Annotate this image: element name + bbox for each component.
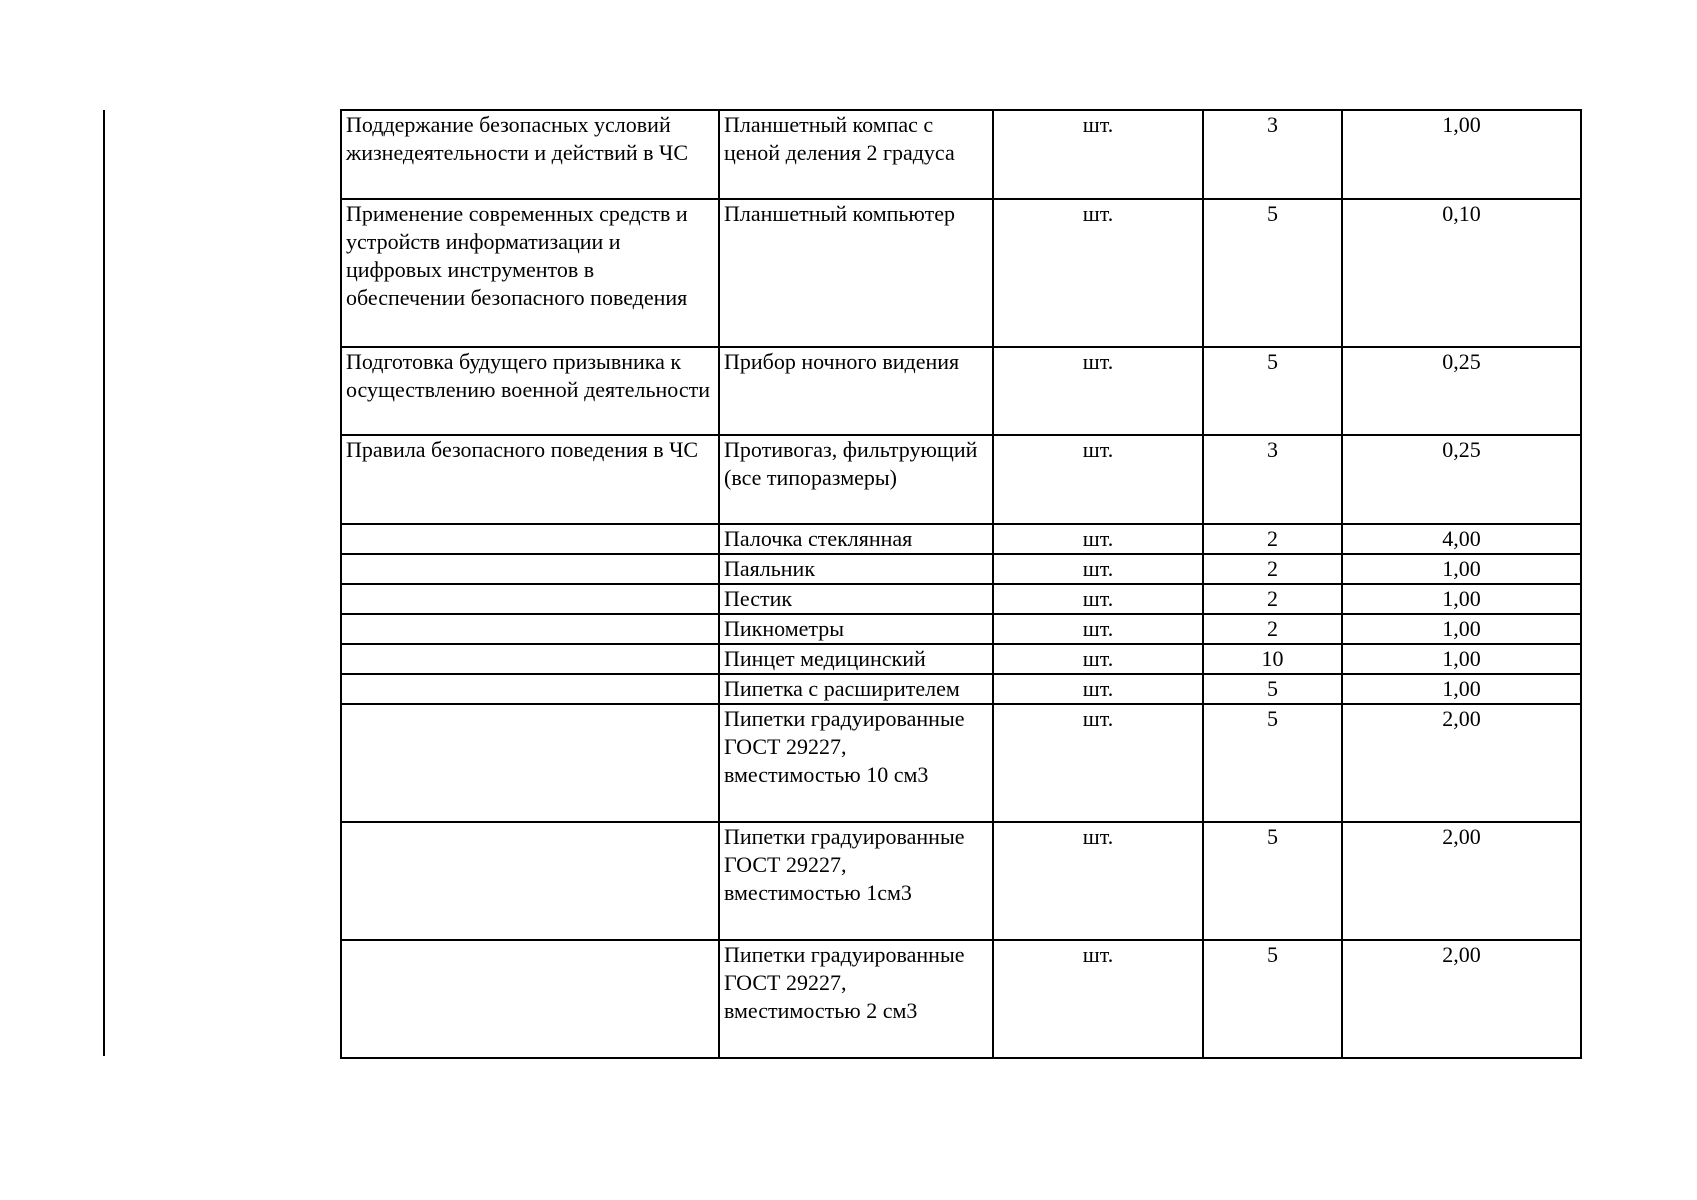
quantity-cell: 5 (1203, 347, 1342, 435)
table-row (341, 110, 1581, 199)
equipment-table (340, 109, 1582, 1059)
item-name-cell: Пинцет медицинский (719, 644, 993, 674)
topic-cell: Подготовка будущего призывника к осуществлению военной деятельности (341, 347, 719, 435)
unit-cell: шт. (993, 524, 1203, 554)
page-margin-line (103, 110, 105, 1056)
norm-cell: 1,00 (1342, 110, 1581, 199)
topic-cell (341, 644, 719, 674)
norm-cell: 1,00 (1342, 644, 1581, 674)
topic-cell (341, 554, 719, 584)
norm-cell: 2,00 (1342, 822, 1581, 940)
norm-cell: 2,00 (1342, 940, 1581, 1058)
topic-cell (341, 524, 719, 554)
norm-cell: 0,10 (1342, 199, 1581, 347)
norm-cell: 4,00 (1342, 524, 1581, 554)
quantity-cell: 3 (1203, 435, 1342, 524)
item-name-cell: Пикнометры (719, 614, 993, 644)
norm-cell: 1,00 (1342, 584, 1581, 614)
quantity-cell: 2 (1203, 524, 1342, 554)
item-name-cell: Прибор ночного видения (719, 347, 993, 435)
table-row (341, 644, 1581, 674)
table-row (341, 524, 1581, 554)
quantity-cell: 2 (1203, 554, 1342, 584)
norm-cell: 2,00 (1342, 704, 1581, 822)
table-row (341, 435, 1581, 524)
topic-cell (341, 704, 719, 822)
item-name-cell: Противогаз, фильтрующий (все типоразмеры) (719, 435, 993, 524)
quantity-cell: 5 (1203, 822, 1342, 940)
unit-cell: шт. (993, 674, 1203, 704)
quantity-cell: 2 (1203, 584, 1342, 614)
topic-cell (341, 584, 719, 614)
norm-cell: 0,25 (1342, 347, 1581, 435)
quantity-cell: 5 (1203, 674, 1342, 704)
table-row (341, 554, 1581, 584)
quantity-cell: 10 (1203, 644, 1342, 674)
item-name-cell: Пипетки градуированные ГОСТ 29227, вместимостью 1см3 (719, 822, 993, 940)
table-row (341, 940, 1581, 1058)
unit-cell: шт. (993, 644, 1203, 674)
topic-cell: Применение современных средств и устройств информатизации и цифровых инструментов в обеспечении безопасного поведения (341, 199, 719, 347)
table-row (341, 704, 1581, 822)
table-row (341, 347, 1581, 435)
table-row (341, 584, 1581, 614)
unit-cell: шт. (993, 822, 1203, 940)
quantity-cell: 5 (1203, 704, 1342, 822)
table-row (341, 822, 1581, 940)
item-name-cell: Пипетки градуированные ГОСТ 29227, вместимостью 10 см3 (719, 704, 993, 822)
topic-cell (341, 822, 719, 940)
norm-cell: 1,00 (1342, 554, 1581, 584)
table-row (341, 674, 1581, 704)
unit-cell: шт. (993, 554, 1203, 584)
item-name-cell: Планшетный компас с ценой деления 2 градуса (719, 110, 993, 199)
table-row (341, 199, 1581, 347)
unit-cell: шт. (993, 704, 1203, 822)
item-name-cell: Паяльник (719, 554, 993, 584)
norm-cell: 0,25 (1342, 435, 1581, 524)
unit-cell: шт. (993, 614, 1203, 644)
topic-cell (341, 614, 719, 644)
topic-cell: Правила безопасного поведения в ЧС (341, 435, 719, 524)
unit-cell: шт. (993, 199, 1203, 347)
table-row (341, 614, 1581, 644)
topic-cell (341, 940, 719, 1058)
item-name-cell: Планшетный компьютер (719, 199, 993, 347)
quantity-cell: 5 (1203, 199, 1342, 347)
item-name-cell: Палочка стеклянная (719, 524, 993, 554)
item-name-cell: Пипетки градуированные ГОСТ 29227, вместимостью 2 см3 (719, 940, 993, 1058)
quantity-cell: 3 (1203, 110, 1342, 199)
unit-cell: шт. (993, 110, 1203, 199)
unit-cell: шт. (993, 347, 1203, 435)
norm-cell: 1,00 (1342, 674, 1581, 704)
unit-cell: шт. (993, 940, 1203, 1058)
quantity-cell: 5 (1203, 940, 1342, 1058)
norm-cell: 1,00 (1342, 614, 1581, 644)
quantity-cell: 2 (1203, 614, 1342, 644)
unit-cell: шт. (993, 584, 1203, 614)
item-name-cell: Пипетка с расширителем (719, 674, 993, 704)
topic-cell: Поддержание безопасных условий жизнедеятельности и действий в ЧС (341, 110, 719, 199)
topic-cell (341, 674, 719, 704)
item-name-cell: Пестик (719, 584, 993, 614)
unit-cell: шт. (993, 435, 1203, 524)
